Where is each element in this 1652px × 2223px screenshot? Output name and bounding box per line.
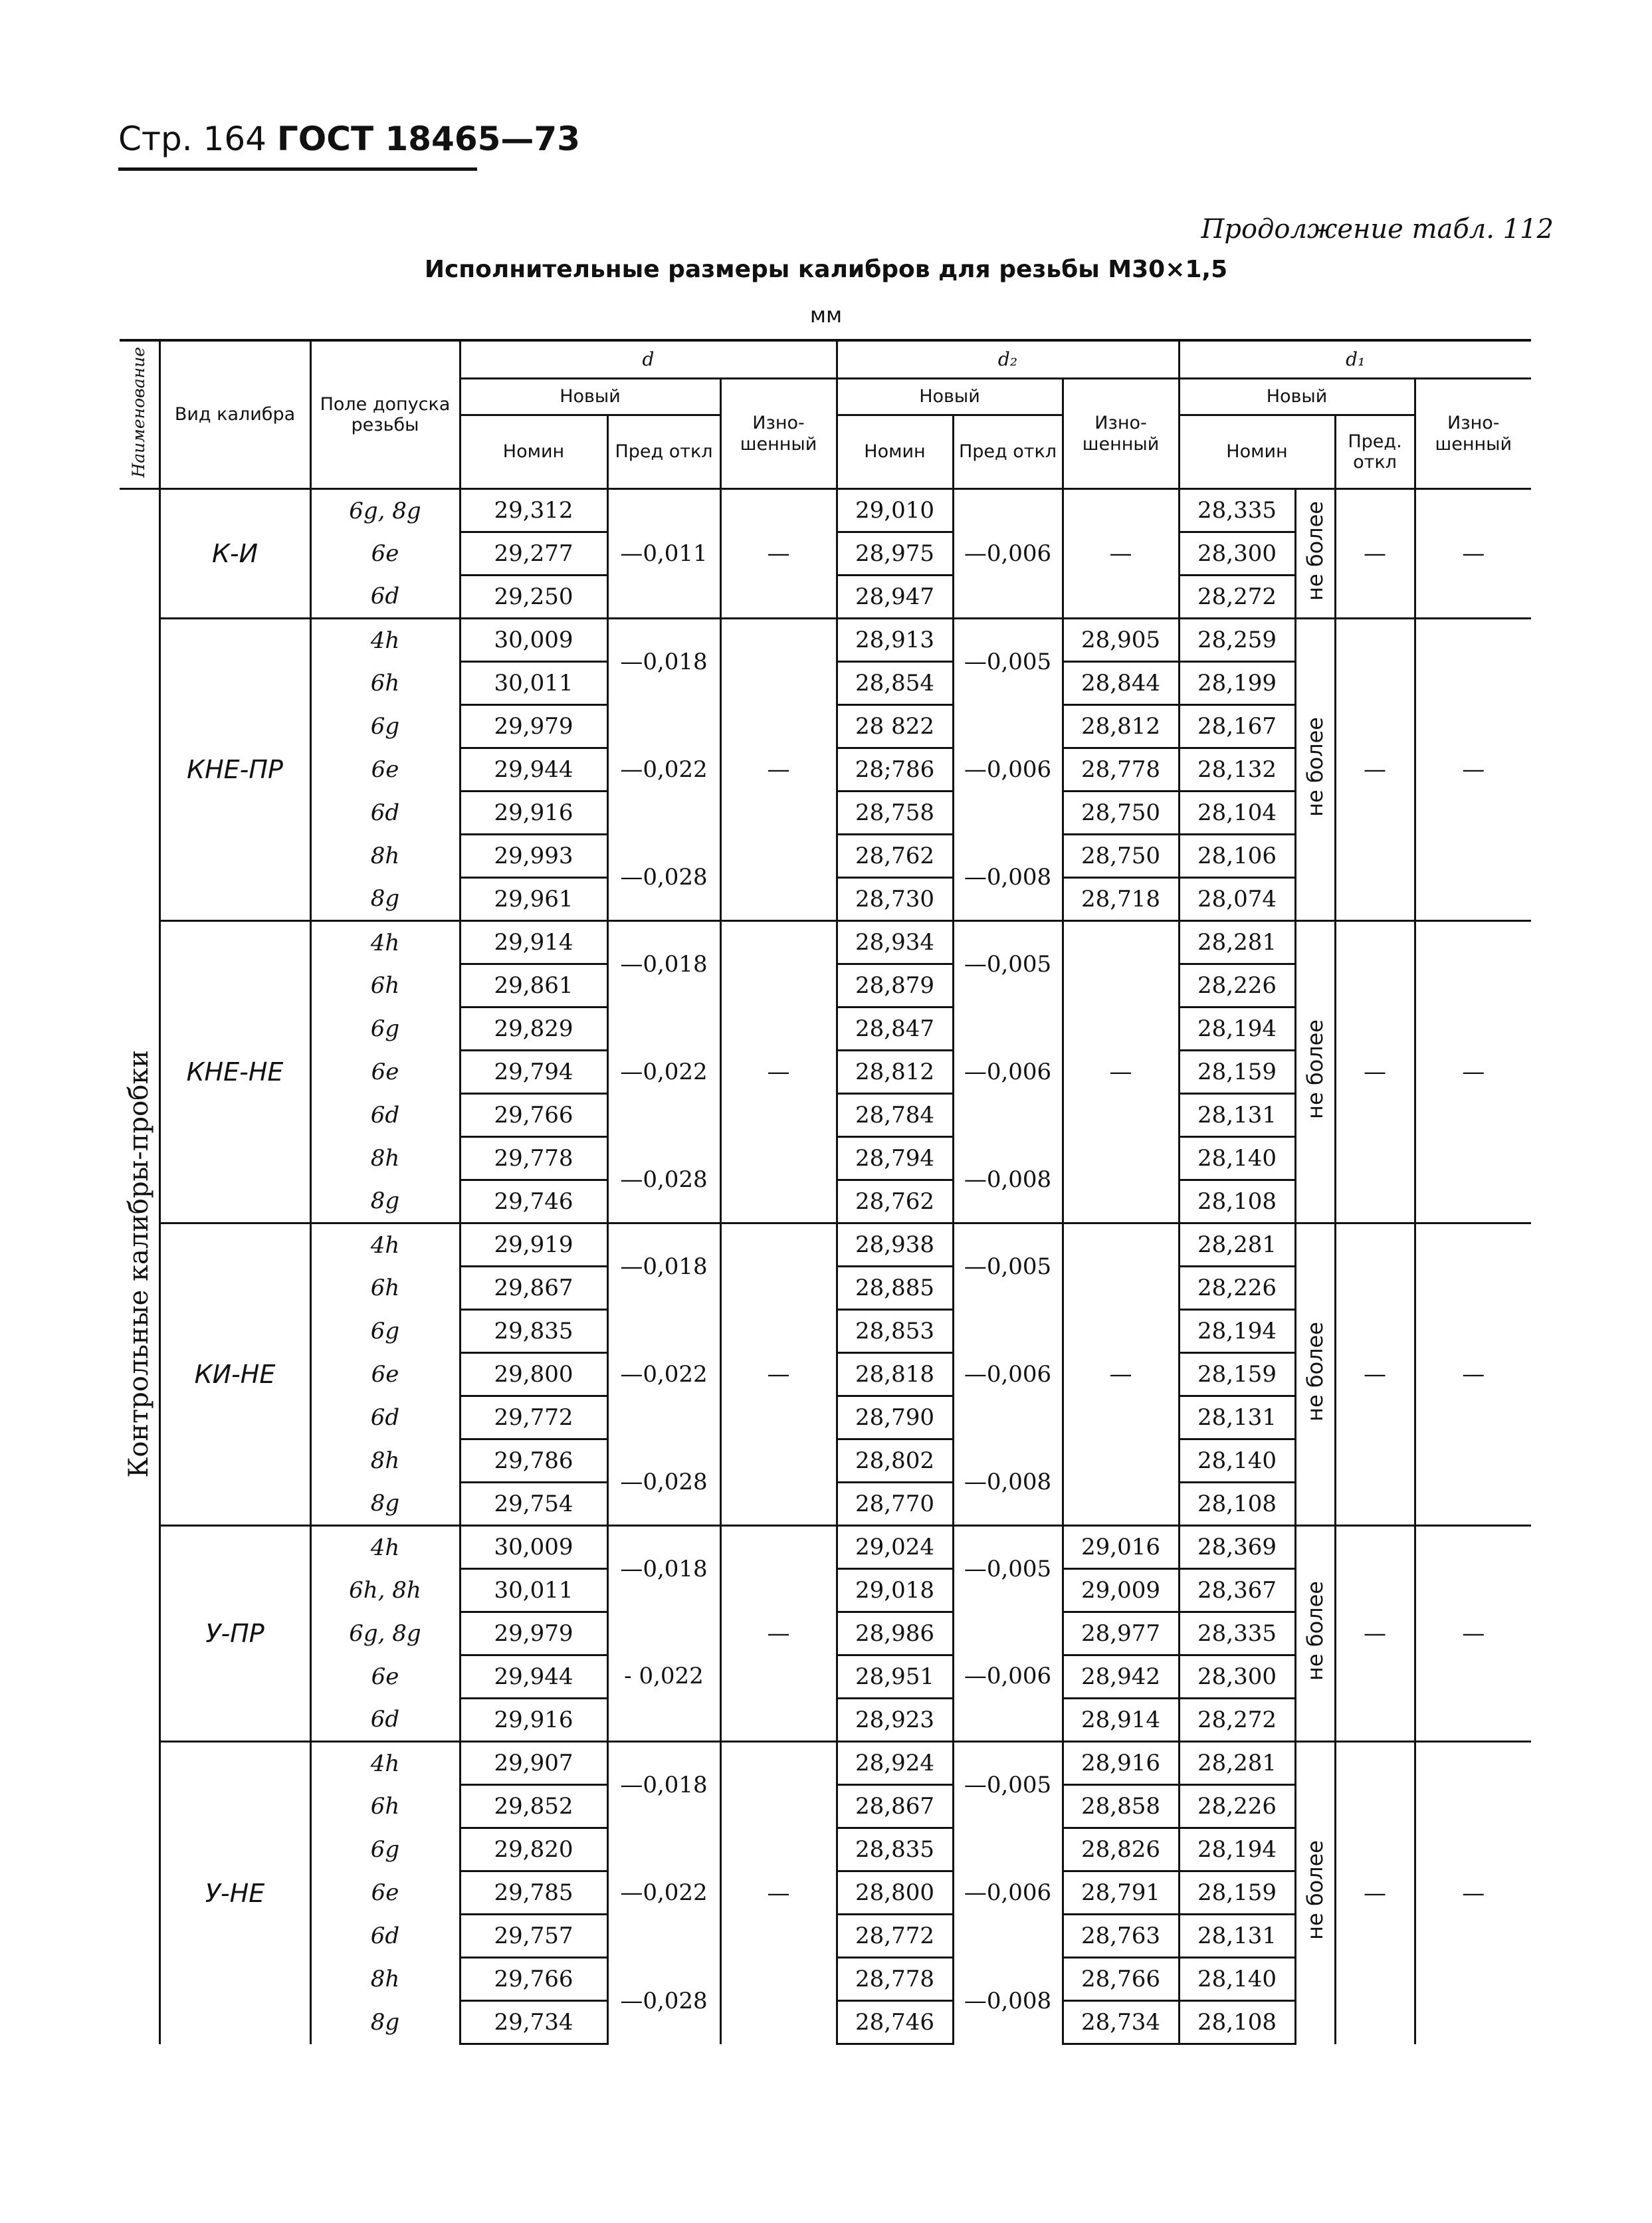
d2-nominal: 28,762	[837, 1180, 953, 1223]
not-more-cell	[1295, 489, 1335, 619]
d2-worn: —	[1063, 489, 1179, 619]
d2-deviation: —0,006	[953, 1828, 1063, 1958]
d2-nominal: 28,784	[837, 1094, 953, 1137]
d2-nominal: 28,746	[837, 2001, 953, 2044]
d-deviation: —0,018	[607, 921, 720, 1007]
d2-nominal: 28,790	[837, 1396, 953, 1439]
d1-nominal: 28,335	[1179, 489, 1295, 532]
tolerance-field: 6e	[310, 748, 460, 792]
d1-nominal: 28,106	[1179, 835, 1295, 878]
tolerance-field: 6g, 8g	[310, 1612, 460, 1655]
d-worn: —	[720, 1526, 837, 1742]
d2-nominal: 28;786	[837, 748, 953, 792]
d2-nominal-header: Номин	[837, 415, 953, 489]
d1-nominal: 28,140	[1179, 1958, 1295, 2001]
d-worn: —	[720, 489, 837, 619]
d-dev-header: Пред откл	[607, 415, 720, 489]
tolerance-field: 6e	[310, 1871, 460, 1915]
d-nominal: 29,734	[460, 2001, 607, 2044]
caliber-kind: КНЕ-ПР	[159, 619, 310, 921]
d2-deviation: —0,006	[953, 705, 1063, 835]
d2-worn: 28,977	[1063, 1612, 1179, 1655]
d1-nominal: 28,226	[1179, 964, 1295, 1007]
d2-nominal: 28,800	[837, 1871, 953, 1915]
d2-worn: 28,914	[1063, 1699, 1179, 1742]
d2-worn: 28,844	[1063, 662, 1179, 705]
d1-worn: —	[1415, 619, 1531, 921]
d2-nominal: 28,730	[837, 878, 953, 921]
d2-worn: 28,750	[1063, 792, 1179, 835]
tolerance-field: 6h	[310, 1267, 460, 1310]
kind-header: Вид калибра	[159, 340, 310, 489]
d1-nominal: 28,281	[1179, 1223, 1295, 1267]
caliber-kind: У-НЕ	[159, 1742, 310, 2044]
d2-worn: 28,763	[1063, 1915, 1179, 1958]
d1-nominal: 28,108	[1179, 1180, 1295, 1223]
d2-nominal: 28,812	[837, 1051, 953, 1094]
tolerance-field: 6e	[310, 1353, 460, 1396]
d-nominal: 29,800	[460, 1353, 607, 1396]
tolerance-field: 6d	[310, 792, 460, 835]
d-nominal: 29,916	[460, 1699, 607, 1742]
d2-worn: 29,009	[1063, 1569, 1179, 1612]
caliber-kind: КНЕ-НЕ	[159, 921, 310, 1223]
d1-nominal: 28,281	[1179, 1742, 1295, 1785]
tolerance-field: 4h	[310, 1742, 460, 1785]
d-nominal: 29,979	[460, 705, 607, 748]
d1-nominal: 28,226	[1179, 1267, 1295, 1310]
d-worn: —	[720, 619, 837, 921]
d-deviation: —0,018	[607, 1742, 720, 1828]
d2-worn: 28,766	[1063, 1958, 1179, 2001]
d2-nominal: 28,778	[837, 1958, 953, 2001]
d-nominal: 29,820	[460, 1828, 607, 1871]
d-nominal: 30,011	[460, 1569, 607, 1612]
d1-nominal: 28,199	[1179, 662, 1295, 705]
d2-deviation: —0,006	[953, 1310, 1063, 1439]
d-deviation: —0,022	[607, 1828, 720, 1958]
units-label: мм	[809, 302, 843, 328]
d-deviation: —0,018	[607, 1223, 720, 1310]
d2-nominal: 28,885	[837, 1267, 953, 1310]
d-nominal: 29,835	[460, 1310, 607, 1353]
d1-worn: —	[1415, 1526, 1531, 1742]
table-row	[120, 1742, 1531, 1785]
d1-nominal: 28,226	[1179, 1785, 1295, 1828]
table-row	[120, 1526, 1531, 1569]
not-more-label: не более	[1302, 1580, 1328, 1681]
d-nominal: 29,786	[460, 1439, 607, 1483]
d-nominal: 29,867	[460, 1267, 607, 1310]
d2-nominal: 28,938	[837, 1223, 953, 1267]
d-deviation: —0,022	[607, 1007, 720, 1137]
d2-dev-header: Пред откл	[953, 415, 1063, 489]
d-deviation: —0,022	[607, 705, 720, 835]
d2-nominal: 28,770	[837, 1483, 953, 1526]
d1-worn: —	[1415, 489, 1531, 619]
d1-deviation: —	[1335, 489, 1415, 619]
d-nominal: 29,277	[460, 532, 607, 576]
d2-nominal: 28,802	[837, 1439, 953, 1483]
d1-nominal: 28,159	[1179, 1871, 1295, 1915]
d-nominal: 29,916	[460, 792, 607, 835]
d1-worn-header: Изно- шенный	[1415, 379, 1531, 489]
caliber-kind: У-ПР	[159, 1526, 310, 1742]
d1-worn: —	[1415, 921, 1531, 1223]
d1-nominal: 28,272	[1179, 1699, 1295, 1742]
d2-nominal: 29,010	[837, 489, 953, 532]
d1-nominal: 28,108	[1179, 2001, 1295, 2044]
tolerance-field: 6d	[310, 576, 460, 619]
d-nominal: 29,766	[460, 1094, 607, 1137]
header-rule	[118, 167, 477, 171]
not-more-label: не более	[1302, 1321, 1328, 1422]
d-deviation: —0,028	[607, 1137, 720, 1223]
d2-worn: 28,812	[1063, 705, 1179, 748]
table-row	[120, 619, 1531, 662]
d2-header: d₂	[837, 340, 1179, 379]
d2-deviation: —0,008	[953, 835, 1063, 921]
d1-nominal-header: Номин	[1179, 415, 1335, 489]
d2-nominal: 28,818	[837, 1353, 953, 1396]
tolerance-field: 8g	[310, 878, 460, 921]
d-worn-header: Изно- шенный	[720, 379, 837, 489]
d2-nominal: 28,853	[837, 1310, 953, 1353]
table-row	[120, 1223, 1531, 1267]
d-deviation: —0,018	[607, 619, 720, 705]
tolerance-field: 6d	[310, 1699, 460, 1742]
d1-header: d₁	[1179, 340, 1531, 379]
group-label: Контрольные калибры-пробки	[124, 1049, 155, 1478]
d2-worn: 28,734	[1063, 2001, 1179, 2044]
d-nominal: 29,766	[460, 1958, 607, 2001]
tolerance-field: 8h	[310, 1439, 460, 1483]
d2-worn: 28,750	[1063, 835, 1179, 878]
d2-nominal: 28,794	[837, 1137, 953, 1180]
d2-nominal: 28,986	[837, 1612, 953, 1655]
d2-nominal: 28,758	[837, 792, 953, 835]
tolerance-field: 6e	[310, 532, 460, 576]
table-body	[120, 489, 1531, 2044]
d-nominal: 29,746	[460, 1180, 607, 1223]
d2-worn: 28,942	[1063, 1655, 1179, 1699]
d2-worn: 28,905	[1063, 619, 1179, 662]
d2-worn: 28,791	[1063, 1871, 1179, 1915]
d2-worn: 28,718	[1063, 878, 1179, 921]
d2-nominal: 28,772	[837, 1915, 953, 1958]
d-nominal-header: Номин	[460, 415, 607, 489]
tolerance-field: 8g	[310, 2001, 460, 2044]
d1-nominal: 28,300	[1179, 1655, 1295, 1699]
d2-nominal: 28,913	[837, 619, 953, 662]
d1-new-header: Новый	[1179, 379, 1415, 415]
d1-nominal: 28,281	[1179, 921, 1295, 964]
d2-worn: 28,778	[1063, 748, 1179, 792]
d2-nominal: 28,762	[837, 835, 953, 878]
d-nominal: 29,312	[460, 489, 607, 532]
d1-nominal: 28,194	[1179, 1007, 1295, 1051]
tolerance-field: 8g	[310, 1483, 460, 1526]
d-nominal: 30,009	[460, 619, 607, 662]
d-nominal: 29,785	[460, 1871, 607, 1915]
not-more-cell	[1295, 921, 1335, 1223]
d-deviation: —0,028	[607, 1958, 720, 2044]
d-worn: —	[720, 1223, 837, 1526]
d2-worn: —	[1063, 1223, 1179, 1526]
tolerance-field: 6g, 8g	[310, 489, 460, 532]
d1-nominal: 28,131	[1179, 1396, 1295, 1439]
tolerance-field: 4h	[310, 921, 460, 964]
d2-worn: —	[1063, 921, 1179, 1223]
naming-header: Наименование	[120, 340, 159, 489]
d2-nominal: 28,934	[837, 921, 953, 964]
d2-nominal: 29,024	[837, 1526, 953, 1569]
d2-nominal: 28,975	[837, 532, 953, 576]
d1-dev-header: Пред. откл	[1335, 415, 1415, 489]
not-more-label: не более	[1302, 1840, 1328, 1941]
caliber-kind: КИ-НЕ	[159, 1223, 310, 1526]
d1-deviation: —	[1335, 1742, 1415, 2044]
tolerance-field: 6e	[310, 1655, 460, 1699]
d1-worn: —	[1415, 1742, 1531, 2044]
d1-nominal: 28,367	[1179, 1569, 1295, 1612]
d1-nominal: 28,132	[1179, 748, 1295, 792]
d2-deviation: —0,008	[953, 1137, 1063, 1223]
d-deviation: —0,018	[607, 1526, 720, 1612]
d-nominal: 29,914	[460, 921, 607, 964]
d-deviation: —0,028	[607, 835, 720, 921]
d-deviation: - 0,022	[607, 1612, 720, 1742]
d-worn: —	[720, 1742, 837, 2044]
tolerance-field: 8h	[310, 835, 460, 878]
d2-deviation: —0,005	[953, 1223, 1063, 1310]
d2-deviation: —0,005	[953, 1742, 1063, 1828]
d2-new-header: Новый	[837, 379, 1063, 415]
page-number: Стр. 164	[118, 120, 266, 158]
d1-nominal: 28,369	[1179, 1526, 1295, 1569]
d1-deviation: —	[1335, 921, 1415, 1223]
tolerance-field: 8h	[310, 1958, 460, 2001]
tolerance-field: 6d	[310, 1396, 460, 1439]
tolerance-field: 6g	[310, 705, 460, 748]
calibers-table	[120, 339, 1531, 2045]
d-header: d	[460, 340, 837, 379]
d-deviation: —0,022	[607, 1310, 720, 1439]
d-nominal: 29,757	[460, 1915, 607, 1958]
d2-deviation: —0,005	[953, 1526, 1063, 1612]
d2-nominal: 28,947	[837, 576, 953, 619]
not-more-label: не более	[1302, 716, 1328, 817]
d2-nominal: 28,854	[837, 662, 953, 705]
d-nominal: 29,250	[460, 576, 607, 619]
d-nominal: 29,979	[460, 1612, 607, 1655]
tolerance-field: 6g	[310, 1828, 460, 1871]
d2-nominal: 28,835	[837, 1828, 953, 1871]
continuation-note: Продолжение табл. 112	[1201, 214, 1554, 245]
d1-nominal: 28,259	[1179, 619, 1295, 662]
tolerance-field: 6g	[310, 1007, 460, 1051]
tolerance-field: 6h	[310, 662, 460, 705]
d1-nominal: 28,272	[1179, 576, 1295, 619]
d-nominal: 29,861	[460, 964, 607, 1007]
group-label-cell	[120, 489, 159, 2044]
d2-nominal: 28,879	[837, 964, 953, 1007]
d1-nominal: 28,194	[1179, 1310, 1295, 1353]
d1-nominal: 28,131	[1179, 1094, 1295, 1137]
d-nominal: 29,794	[460, 1051, 607, 1094]
tolerance-field: 6e	[310, 1051, 460, 1094]
d-nominal: 30,009	[460, 1526, 607, 1569]
d2-nominal: 29,018	[837, 1569, 953, 1612]
caliber-kind: К-И	[159, 489, 310, 619]
d-nominal: 29,907	[460, 1742, 607, 1785]
d2-deviation: —0,006	[953, 1007, 1063, 1137]
d2-nominal: 28,951	[837, 1655, 953, 1699]
tolerance-field: 8g	[310, 1180, 460, 1223]
d1-nominal: 28,300	[1179, 532, 1295, 576]
tolerance-field: 4h	[310, 1526, 460, 1569]
d1-nominal: 28,108	[1179, 1483, 1295, 1526]
d1-deviation: —	[1335, 1223, 1415, 1526]
d1-deviation: —	[1335, 1526, 1415, 1742]
d1-nominal: 28,335	[1179, 1612, 1295, 1655]
d1-nominal: 28,140	[1179, 1439, 1295, 1483]
tolerance-field: 6g	[310, 1310, 460, 1353]
d1-nominal: 28,104	[1179, 792, 1295, 835]
not-more-cell	[1295, 619, 1335, 921]
d2-deviation: —0,008	[953, 1958, 1063, 2044]
d2-nominal: 28,867	[837, 1785, 953, 1828]
d-new-header: Новый	[460, 379, 720, 415]
d1-deviation: —	[1335, 619, 1415, 921]
d2-deviation: —0,005	[953, 921, 1063, 1007]
d1-nominal: 28,194	[1179, 1828, 1295, 1871]
d2-deviation: —0,006	[953, 489, 1063, 619]
tolerance-field: 4h	[310, 1223, 460, 1267]
d-nominal: 29,944	[460, 748, 607, 792]
tolerance-header: Поле допуска резьбы	[310, 340, 460, 489]
tolerance-field: 6h	[310, 1785, 460, 1828]
d2-worn: 28,858	[1063, 1785, 1179, 1828]
d-deviation: —0,028	[607, 1439, 720, 1526]
d1-nominal: 28,167	[1179, 705, 1295, 748]
d2-deviation: —0,005	[953, 619, 1063, 705]
d1-nominal: 28,159	[1179, 1353, 1295, 1396]
not-more-cell	[1295, 1742, 1335, 2044]
d-nominal: 30,011	[460, 662, 607, 705]
tolerance-field: 8h	[310, 1137, 460, 1180]
d-nominal: 29,993	[460, 835, 607, 878]
d1-nominal: 28,159	[1179, 1051, 1295, 1094]
d-nominal: 29,944	[460, 1655, 607, 1699]
not-more-label: не более	[1302, 1019, 1328, 1119]
tolerance-field: 6h, 8h	[310, 1569, 460, 1612]
not-more-cell	[1295, 1223, 1335, 1526]
d1-nominal: 28,131	[1179, 1915, 1295, 1958]
d2-worn: 28,826	[1063, 1828, 1179, 1871]
tolerance-field: 6h	[310, 964, 460, 1007]
tolerance-field: 6d	[310, 1094, 460, 1137]
d-nominal: 29,829	[460, 1007, 607, 1051]
d2-worn: 28,916	[1063, 1742, 1179, 1785]
d2-nominal: 28,923	[837, 1699, 953, 1742]
standard-number: ГОСТ 18465—73	[276, 120, 581, 158]
d2-deviation: —0,006	[953, 1612, 1063, 1742]
d-nominal: 29,772	[460, 1396, 607, 1439]
d2-worn: 29,016	[1063, 1526, 1179, 1569]
table-title: Исполнительные размеры калибров для резьбы M30×1,5	[424, 256, 1228, 283]
d-nominal: 29,961	[460, 878, 607, 921]
table-row	[120, 921, 1531, 964]
tolerance-field: 4h	[310, 619, 460, 662]
d-nominal: 29,754	[460, 1483, 607, 1526]
d-nominal: 29,778	[460, 1137, 607, 1180]
d1-nominal: 28,140	[1179, 1137, 1295, 1180]
d-nominal: 29,919	[460, 1223, 607, 1267]
d2-deviation: —0,008	[953, 1439, 1063, 1526]
table-row	[120, 489, 1531, 532]
d2-worn-header: Изно- шенный	[1063, 379, 1179, 489]
d2-nominal: 28,924	[837, 1742, 953, 1785]
d2-nominal: 28 822	[837, 705, 953, 748]
not-more-label: не более	[1302, 500, 1328, 601]
page-header	[118, 120, 580, 158]
tolerance-field: 6d	[310, 1915, 460, 1958]
d-worn: —	[720, 921, 837, 1223]
d-deviation: —0,011	[607, 489, 720, 619]
d-nominal: 29,852	[460, 1785, 607, 1828]
not-more-cell	[1295, 1526, 1335, 1742]
d2-nominal: 28,847	[837, 1007, 953, 1051]
d1-nominal: 28,074	[1179, 878, 1295, 921]
d1-worn: —	[1415, 1223, 1531, 1526]
